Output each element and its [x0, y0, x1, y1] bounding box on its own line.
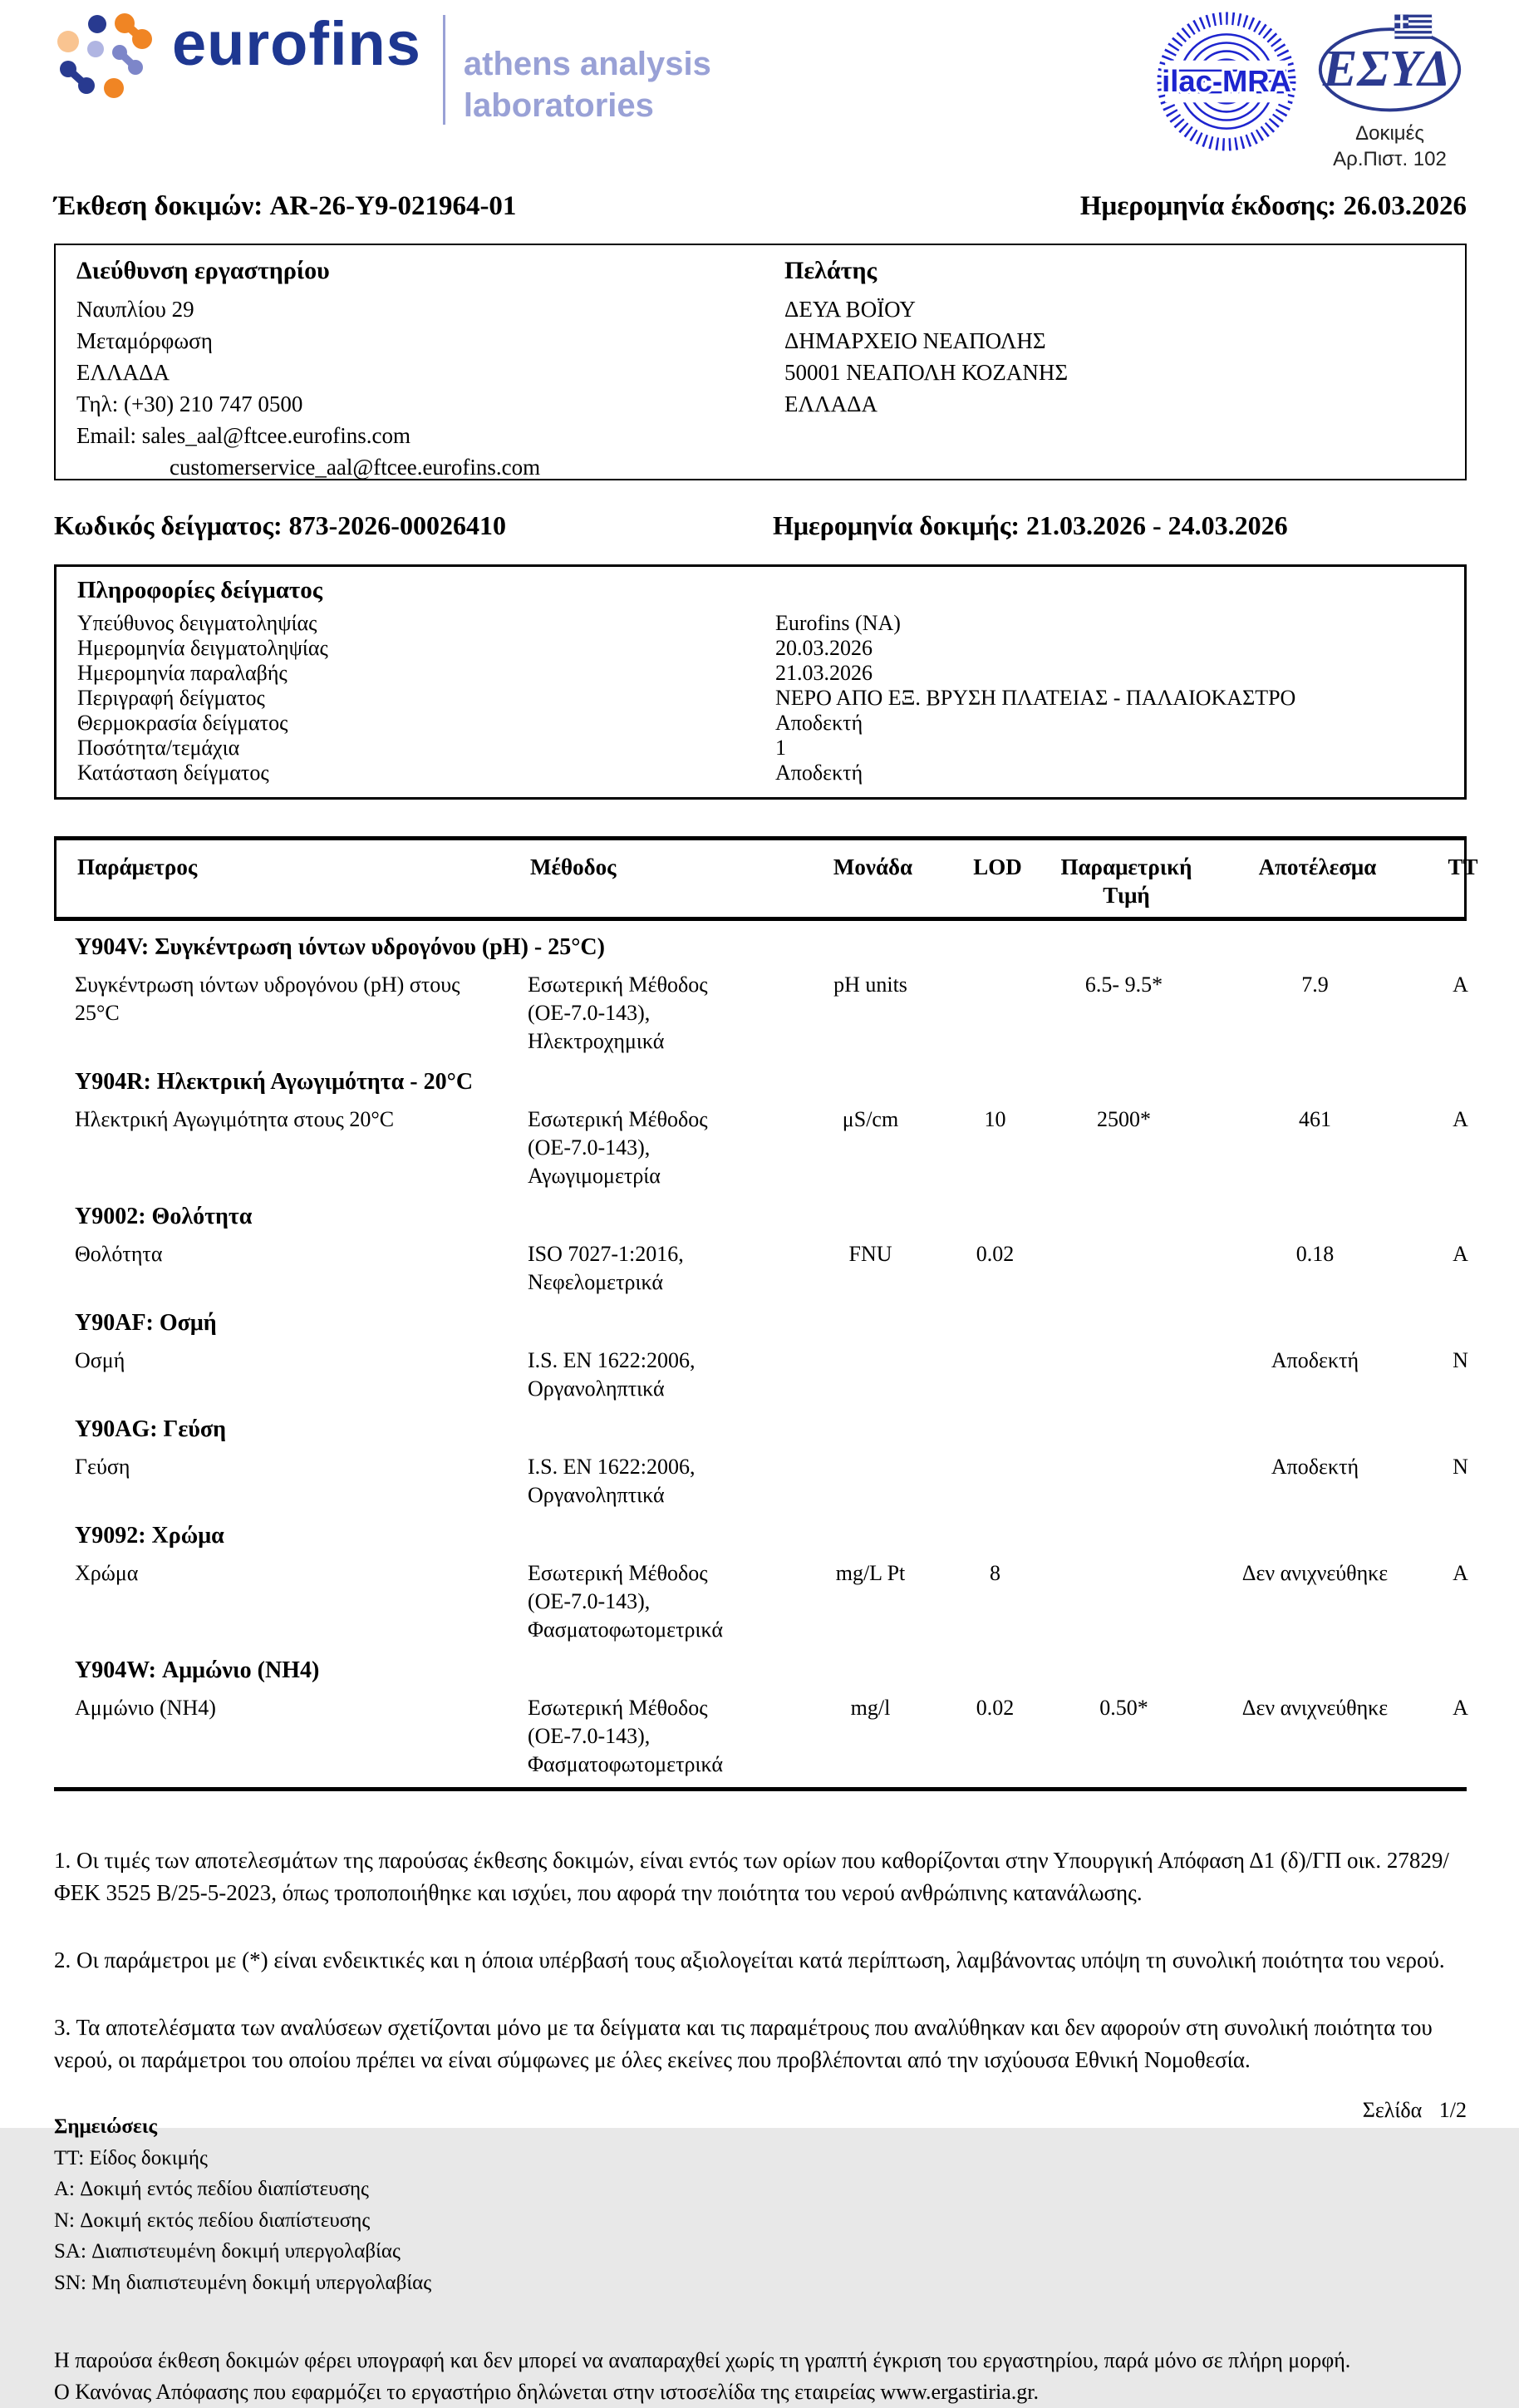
result-section-title: Y904W: Αμμώνιο (NH4) [75, 1657, 320, 1683]
cell-parameter: Συγκέντρωση ιόντων υδρογόνου (pH) στους 25°C [75, 972, 460, 1025]
cell-unit [802, 1347, 939, 1403]
info-value: 1 [775, 736, 786, 760]
cell-tt: A [1453, 1241, 1468, 1266]
cell-tt: N [1453, 1454, 1468, 1479]
footer-line-2: Ο Κανόνας Απόφασης που εφαρμόζει το εργαστήριο δηλώνεται στην ιστοσελίδα της εταιρείας www.ergastiria.gr. [54, 2379, 1040, 2404]
note-line-tt: TT: Είδος δοκιμής [54, 2146, 208, 2169]
lab-email-line: Email: sales_aal@ftcee.eurofins.com [76, 423, 410, 448]
result-section-title: Y9092: Χρώμα [75, 1522, 224, 1549]
lab-phone-line: Τηλ: (+30) 210 747 0500 [76, 391, 303, 416]
issue-date [1080, 191, 1467, 222]
addresses-box [54, 244, 1467, 480]
cell-result: Αποδεκτή [1271, 1347, 1359, 1372]
cell-parametric-value [1051, 1453, 1197, 1509]
sample-code-row [54, 510, 1467, 541]
info-row [77, 686, 1464, 711]
lab-address-line: ΕΛΛΑΔΑ [76, 360, 170, 385]
issue-date-value: 26.03.2026 [1343, 191, 1467, 221]
eurofins-dots-icon [54, 12, 162, 105]
cell-method: I.S. EN 1622:2006, Οργανοληπτικά [528, 1454, 696, 1507]
result-section-title: Y904R: Ηλεκτρική Αγωγιμότητα - 20°C [75, 1068, 474, 1095]
info-value: Αποδεκτή [775, 711, 863, 735]
info-row [77, 711, 1464, 736]
info-value: Αποδεκτή [775, 761, 863, 785]
result-section-title: Y9002: Θολότητα [75, 1203, 253, 1229]
info-label: Ημερομηνία δειγματοληψίας [77, 636, 328, 660]
note-line-n: N: Δοκιμή εκτός πεδίου διαπίστευσης [54, 2209, 371, 2232]
result-row [54, 1347, 1467, 1403]
cell-method: Εσωτερική Μέθοδος (ΟΕ-7.0-143), Φασματοφωτομετρικά [528, 1695, 723, 1776]
cell-parametric-value [1051, 1347, 1197, 1403]
cell-lod: 0.02 [976, 1695, 1015, 1720]
col-header-unit: Μονάδα [833, 854, 913, 879]
client-line: ΔΗΜΑΡΧΕΙΟ ΝΕΑΠΟΛΗΣ [784, 328, 1046, 353]
cell-result: 7.9 [1301, 972, 1329, 997]
cell-method: ISO 7027-1:2016, Νεφελομετρικά [528, 1241, 684, 1294]
sample-code [54, 510, 773, 541]
cell-parametric-value [1051, 1559, 1197, 1644]
info-value: ΝΕΡΟ ΑΠΟ ΕΞ. ΒΡΥΣΗ ΠΛΑΤΕΙΑΣ - ΠΑΛΑΙΟΚΑΣΤΡΟ [775, 686, 1296, 710]
lab-address-lines [76, 293, 784, 483]
lab-email-line-2: customerservice_aal@ftcee.eurofins.com [170, 455, 541, 480]
brand-wordmark: eurofins [172, 9, 421, 78]
lab-address-section [76, 257, 784, 483]
cell-parametric-value [1051, 1240, 1197, 1297]
cell-tt: A [1453, 972, 1468, 997]
client-line: 50001 ΝΕΑΠΟΛΗ ΚΟΖΑΝΗΣ [784, 360, 1069, 385]
svg-text:ilac-MRA: ilac-MRA [1162, 64, 1291, 99]
info-row [77, 611, 1464, 636]
cell-tt: A [1453, 1560, 1468, 1585]
info-label: Υπεύθυνος δειγματοληψίας [77, 611, 317, 635]
footnote-2: 2. Οι παράμετροι με (*) είναι ενδεικτικές και η όποια υπέρβασή τους αξιολογείται κατά περίπτωση, λαμβάνοντας υπόψη τη συνολική ποιότητα του νερού. [54, 1947, 1445, 1972]
notes-legend [54, 2111, 1467, 2298]
cell-unit: FNU [848, 1241, 892, 1266]
cell-unit [802, 1453, 939, 1509]
sample-info-title: Πληροφορίες δείγματος [77, 577, 322, 603]
esyd-badge [1313, 10, 1467, 172]
report-title [54, 191, 516, 222]
result-row [54, 1106, 1467, 1190]
report-title-label: Έκθεση δοκιμών: [54, 191, 263, 221]
info-label: Περιγραφή δείγματος [77, 686, 265, 710]
info-label: Ποσότητα/τεμάχια [77, 736, 240, 760]
test-date-label: Ημερομηνία δοκιμής: [773, 510, 1020, 540]
client-lines [784, 293, 1465, 420]
cell-parameter: Οσμή [75, 1347, 125, 1372]
cell-result: Δεν ανιχνεύθηκε [1241, 1560, 1389, 1585]
page-number [1351, 2098, 1467, 2123]
cell-lod: 0.02 [976, 1241, 1015, 1266]
note-line-sa: SA: Διαπιστευμένη δοκιμή υπεργολαβίας [54, 2240, 401, 2263]
cell-unit: μS/cm [842, 1106, 899, 1131]
cell-parameter: Αμμώνιο (NH4) [75, 1695, 216, 1720]
issue-date-label: Ημερομηνία έκδοσης: [1079, 191, 1337, 221]
esyd-caption-cert-number: Αρ.Πιστ. 102 [1333, 148, 1447, 171]
cell-parametric-value: 2500* [1097, 1106, 1151, 1131]
results-table [54, 836, 1478, 1791]
footnotes [54, 1844, 1467, 2077]
info-row [77, 761, 1464, 785]
info-row [77, 736, 1464, 761]
client-section [784, 257, 1465, 483]
page-number-value: 1/2 [1438, 2098, 1467, 2122]
cell-lod [939, 1347, 1051, 1403]
result-row [54, 1240, 1467, 1297]
cell-result: 461 [1299, 1106, 1331, 1131]
report-number: AR-26-Y9-021964-01 [269, 191, 517, 221]
sublogo-line2: laboratories [463, 87, 654, 124]
cell-lod: 8 [990, 1560, 1000, 1585]
cell-result: Δεν ανιχνεύθηκε [1241, 1695, 1389, 1720]
esyd-badge-icon [1315, 10, 1465, 116]
footer-line-1: Η παρούσα έκθεση δοκιμών φέρει υπογραφή και δεν μπορεί να αναπαραχθεί χωρίς τη γραπτή έγκριση του εργαστηρίου, παρά μόνο σε πλήρη μορφή. [54, 2348, 1351, 2373]
result-row [54, 971, 1467, 1056]
lab-address-title: Διεύθυνση εργαστηρίου [76, 257, 330, 284]
cell-lod: 10 [984, 1106, 1006, 1131]
cell-method: Εσωτερική Μέθοδος (ΟΕ-7.0-143), Ηλεκτροχημικά [528, 972, 708, 1053]
info-value: Eurofins (NA) [775, 611, 901, 635]
info-row [77, 636, 1464, 661]
sublogo-line1: athens analysis [463, 46, 711, 82]
result-row [54, 1453, 1467, 1509]
info-value: 20.03.2026 [775, 636, 873, 660]
info-label: Κατάσταση δείγματος [77, 761, 269, 785]
cell-result: Αποδεκτή [1271, 1454, 1359, 1479]
cell-parameter: Χρώμα [75, 1560, 139, 1585]
notes-title: Σημειώσεις [54, 2115, 157, 2139]
greek-flag-icon [1394, 15, 1432, 39]
cell-parameter: Θολότητα [75, 1241, 163, 1266]
sample-code-value: 873-2026-00026410 [288, 510, 506, 540]
cell-parametric-value: 0.50* [1099, 1695, 1148, 1720]
brand-divider [443, 15, 445, 125]
cell-unit: mg/l [850, 1695, 891, 1720]
info-value: 21.03.2026 [775, 661, 873, 685]
result-row [54, 1694, 1467, 1779]
cell-parameter: Ηλεκτρική Αγωγιμότητα στους 20°C [75, 1106, 395, 1131]
result-row [54, 1559, 1467, 1644]
page-number-label: Σελίδα [1362, 2098, 1423, 2122]
info-row [77, 661, 1464, 686]
col-header-lod: LOD [973, 854, 1022, 879]
lab-address-line: Μεταμόρφωση [76, 328, 213, 353]
lab-address-line: Ναυπλίου 29 [76, 297, 194, 322]
cell-parametric-value: 6.5- 9.5* [1084, 972, 1163, 997]
footnote-3: 3. Τα αποτελέσματα των αναλύσεων σχετίζονται μόνο με τα δείγματα και τις παραμέτρους που αναλύθηκαν και δεν αφορούν στη συνολική ποιότητα του νερού, οι παράμετροι του οποίου πρέπει να είναι σύμφωνες με όλες εκείνες που προβλέπονται από την ισχύουσα Εθνική Νομοθεσία. [54, 2014, 1433, 2073]
sample-code-label: Κωδικός δείγματος: [54, 510, 283, 540]
cell-unit: mg/L Pt [835, 1560, 906, 1585]
footer-statements [54, 2345, 1467, 2407]
col-header-parametric-value: Παραμετρική Τιμή [1060, 854, 1192, 908]
cell-method: Εσωτερική Μέθοδος (ΟΕ-7.0-143), Αγωγιμομετρία [528, 1106, 708, 1188]
cell-parameter: Γεύση [75, 1454, 130, 1479]
ilac-mra-badge-icon [1155, 10, 1298, 153]
cell-unit: pH units [833, 972, 907, 997]
client-line: ΔΕΥΑ ΒΟΪΟΥ [784, 297, 916, 322]
client-line: ΕΛΛΑΔΑ [784, 391, 878, 416]
result-section-title: Y904V: Συγκέντρωση ιόντων υδρογόνου (pH) - 25°C) [75, 933, 605, 960]
info-label: Ημερομηνία παραλαβής [77, 661, 288, 685]
note-line-a: A: Δοκιμή εντός πεδίου διαπίστευσης [54, 2178, 369, 2201]
footnote-1: 1. Οι τιμές των αποτελεσμάτων της παρούσας έκθεσης δοκιμών, είναι εντός των ορίων που καθορίζονται στην Υπουργική Απόφαση Δ1 (δ)/ΓΠ οικ. 27829/ ΦΕΚ 3525 Β/25-5-2023, όπως τροποποιήθηκε και ισχύει, που αφορά την ποιότητα του νερού ανθρώπινης κατανάλωσης. [54, 1847, 1449, 1905]
eurofins-logo [54, 8, 421, 105]
esyd-caption-tests: Δοκιμές [1355, 122, 1424, 145]
brand-sublogo [464, 43, 711, 126]
cell-method: Εσωτερική Μέθοδος (ΟΕ-7.0-143), Φασματοφωτομετρικά [528, 1560, 723, 1642]
results-header-row [54, 836, 1478, 921]
svg-text:ΕΣΥΔ: ΕΣΥΔ [1322, 41, 1450, 98]
cell-result: 0.18 [1295, 1241, 1335, 1266]
cell-method: I.S. EN 1622:2006, Οργανοληπτικά [528, 1347, 696, 1401]
col-header-method: Μέθοδος [530, 854, 617, 879]
col-header-parameter: Παράμετρος [77, 854, 198, 879]
cell-tt: A [1453, 1106, 1468, 1131]
title-row [54, 191, 1467, 222]
info-label: Θερμοκρασία δείγματος [77, 711, 288, 735]
col-header-tt: TT [1448, 854, 1478, 879]
cell-tt: A [1453, 1695, 1468, 1720]
test-date-value: 21.03.2026 - 24.03.2026 [1025, 510, 1288, 540]
cell-lod [939, 1453, 1051, 1509]
note-line-sn: SN: Μη διαπιστευμένη δοκιμή υπεργολαβίας [54, 2271, 432, 2294]
col-header-result: Αποτέλεσμα [1258, 854, 1377, 879]
table-bottom-rule [54, 1787, 1467, 1791]
result-section-title: Y90AF: Οσμή [75, 1309, 217, 1336]
sample-info-box [54, 564, 1467, 800]
results-body [54, 934, 1467, 1779]
header [0, 0, 1519, 175]
client-title: Πελάτης [784, 257, 877, 284]
accreditation-badges [1155, 10, 1467, 172]
cell-tt: N [1453, 1347, 1468, 1372]
test-date [773, 510, 1467, 541]
result-section-title: Y90AG: Γεύση [75, 1416, 226, 1442]
cell-lod [939, 971, 1051, 1056]
